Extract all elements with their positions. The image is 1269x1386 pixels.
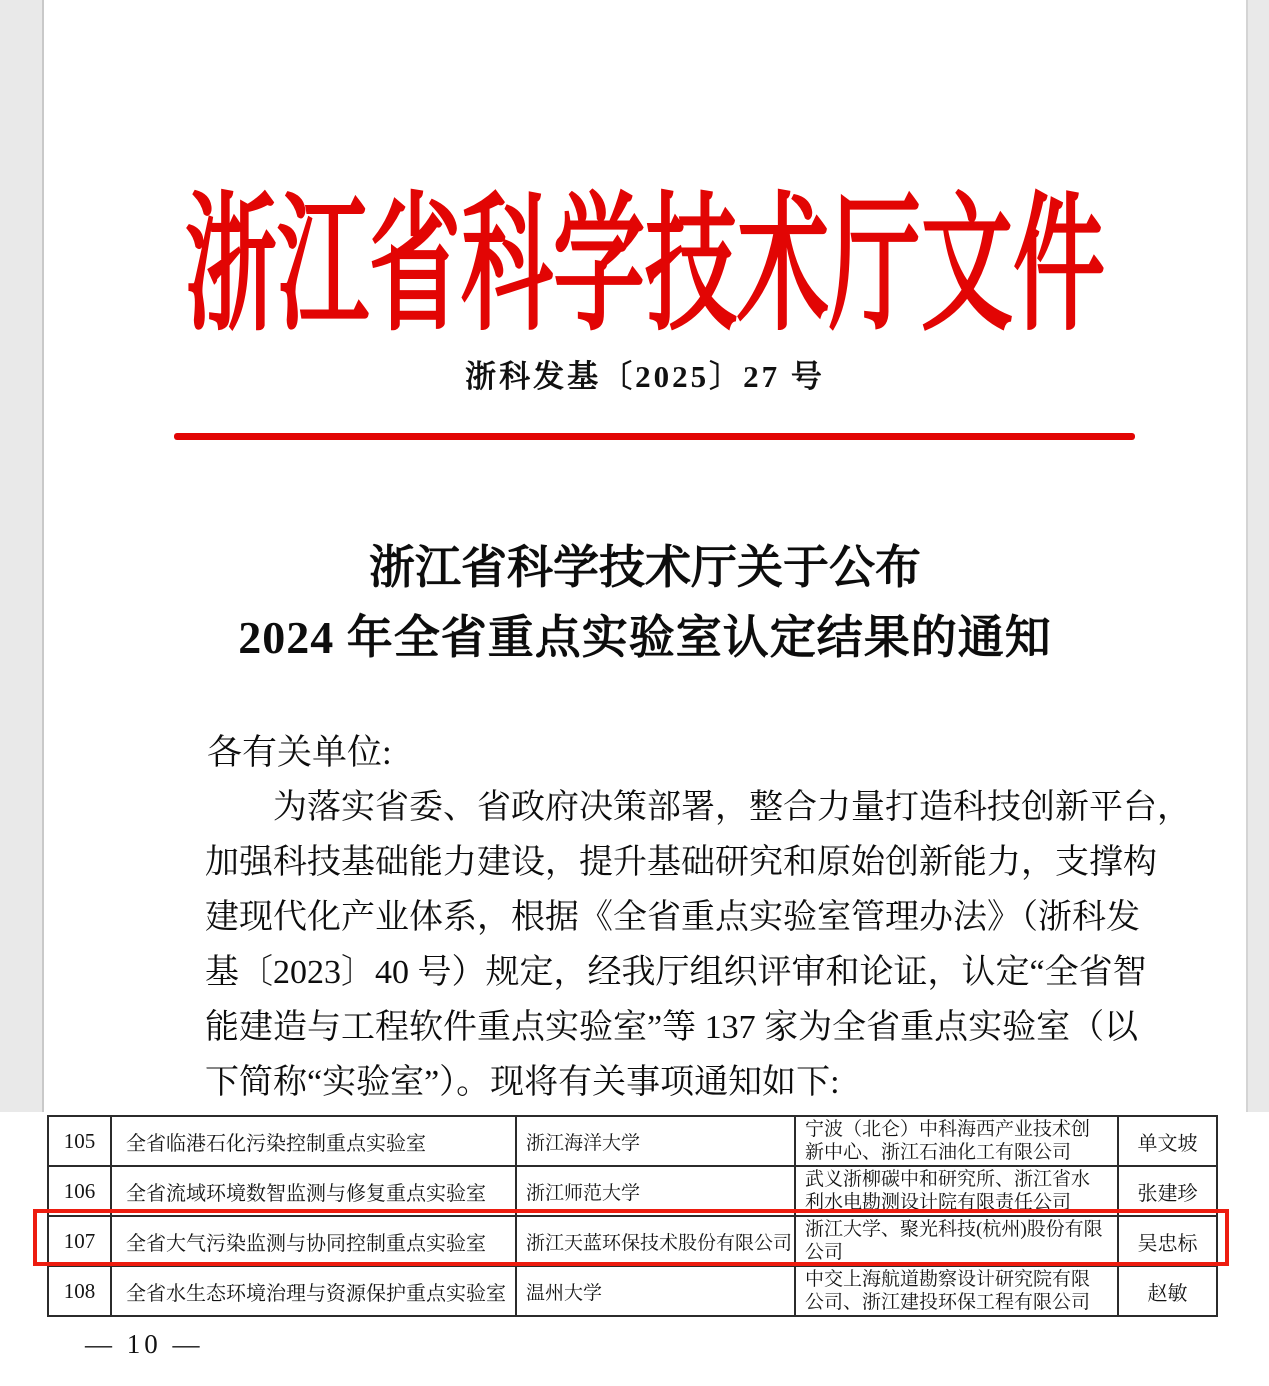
row-number: 106 [48,1166,111,1216]
table-row-107-highlighted [48,1216,1217,1266]
table-row-106 [48,1166,1217,1216]
director-name: 吴忠标 [1118,1216,1217,1266]
director-name: 单文坡 [1118,1116,1217,1166]
page-number: — 10 — [85,1329,204,1359]
notice-title-line2: 2024 年全省重点实验室认定结果的通知 [238,612,1052,663]
body-line: 能建造与工程软件重点实验室”等 137 家为全省重点实验室（以 [205,1009,1139,1046]
table-row-108 [48,1266,1217,1316]
row-number: 105 [48,1116,111,1166]
host-institution: 浙江师范大学 [516,1166,795,1216]
partner-units: 宁波（北仑）中科海西产业技术创新中心、浙江石油化工有限公司 [795,1116,1118,1166]
host-institution: 浙江天蓝环保技术股份有限公司 [516,1216,795,1266]
lab-table [47,1115,1218,1317]
document-number: 浙科发基〔2025〕27 号 [465,359,825,394]
host-institution: 浙江海洋大学 [516,1116,795,1166]
lab-name: 全省流域环境数智监测与修复重点实验室 [111,1166,516,1216]
body-line: 下简称“实验室”）。现将有关事项通知如下: [205,1064,840,1101]
row-number: 108 [48,1266,111,1316]
partner-units: 浙江大学、聚光科技(杭州)股份有限公司 [795,1216,1118,1266]
document-page [42,0,1248,1112]
row-number: 107 [48,1216,111,1266]
body-line: 基〔2023〕40 号）规定，经我厅组织评审和论证，认定“全省智 [205,954,1147,991]
partner-units: 中交上海航道勘察设计研究院有限公司、浙江建投环保工程有限公司 [795,1266,1118,1316]
body-line: 建现代化产业体系，根据《全省重点实验室管理办法》（浙科发 [205,899,1140,936]
table-sheet [0,1112,1269,1386]
lab-name: 全省大气污染监测与协同控制重点实验室 [111,1216,516,1266]
lab-name: 全省水生态环境治理与资源保护重点实验室 [111,1266,516,1316]
lab-name: 全省临港石化污染控制重点实验室 [111,1116,516,1166]
notice-title-line1: 浙江省科学技术厅关于公布 [369,542,921,593]
director-name: 赵敏 [1118,1266,1217,1316]
host-institution: 温州大学 [516,1266,795,1316]
body-line: 为落实省委、省政府决策部署，整合力量打造科技创新平台， [273,789,1191,826]
body-paragraph [205,780,1191,1110]
table-row-105 [48,1116,1217,1166]
partner-units: 武义浙柳碳中和研究所、浙江省水利水电勘测设计院有限责任公司 [795,1166,1118,1216]
director-name: 张建珍 [1118,1166,1217,1216]
letterhead-divider-line [174,433,1135,440]
letterhead-title: 浙江省科学技术厅文件 [184,183,1105,349]
salutation: 各有关单位: [207,733,392,772]
body-line: 加强科技基础能力建设，提升基础研究和原始创新能力，支撑构 [205,844,1157,881]
